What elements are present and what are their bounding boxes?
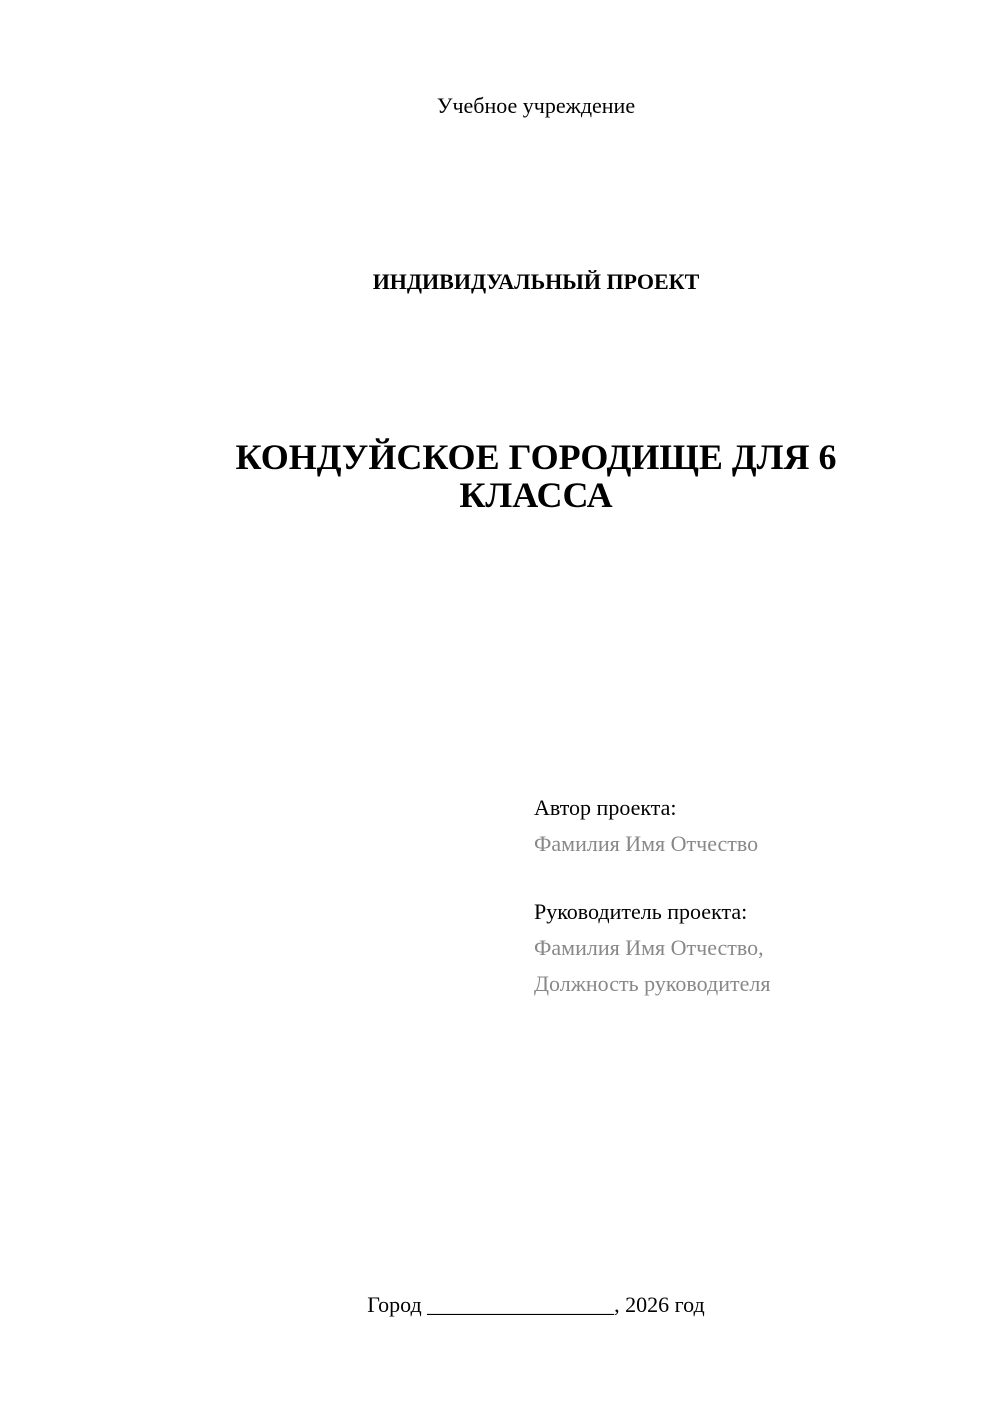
project-title-line-2: КЛАССА <box>459 475 613 515</box>
supervisor-name: Фамилия Имя Отчество, <box>534 935 764 960</box>
project-info <box>534 790 974 1002</box>
supervisor-label: Руководитель проекта: <box>534 899 748 924</box>
project-title-line-1: КОНДУЙСКОЕ ГОРОДИЩЕ ДЛЯ 6 <box>235 437 837 477</box>
project-title <box>0 438 1000 514</box>
city-year-footer: Город _________________, 2026 год <box>367 1292 705 1317</box>
author-label: Автор проекта: <box>534 795 677 820</box>
author-name: Фамилия Имя Отчество <box>534 831 759 856</box>
institution-name: Учебное учреждение <box>436 93 636 118</box>
project-type: ИНДИВИДУАЛЬНЫЙ ПРОЕКТ <box>372 269 700 294</box>
info-spacer <box>534 862 974 894</box>
supervisor-position: Должность руководителя <box>534 971 771 996</box>
